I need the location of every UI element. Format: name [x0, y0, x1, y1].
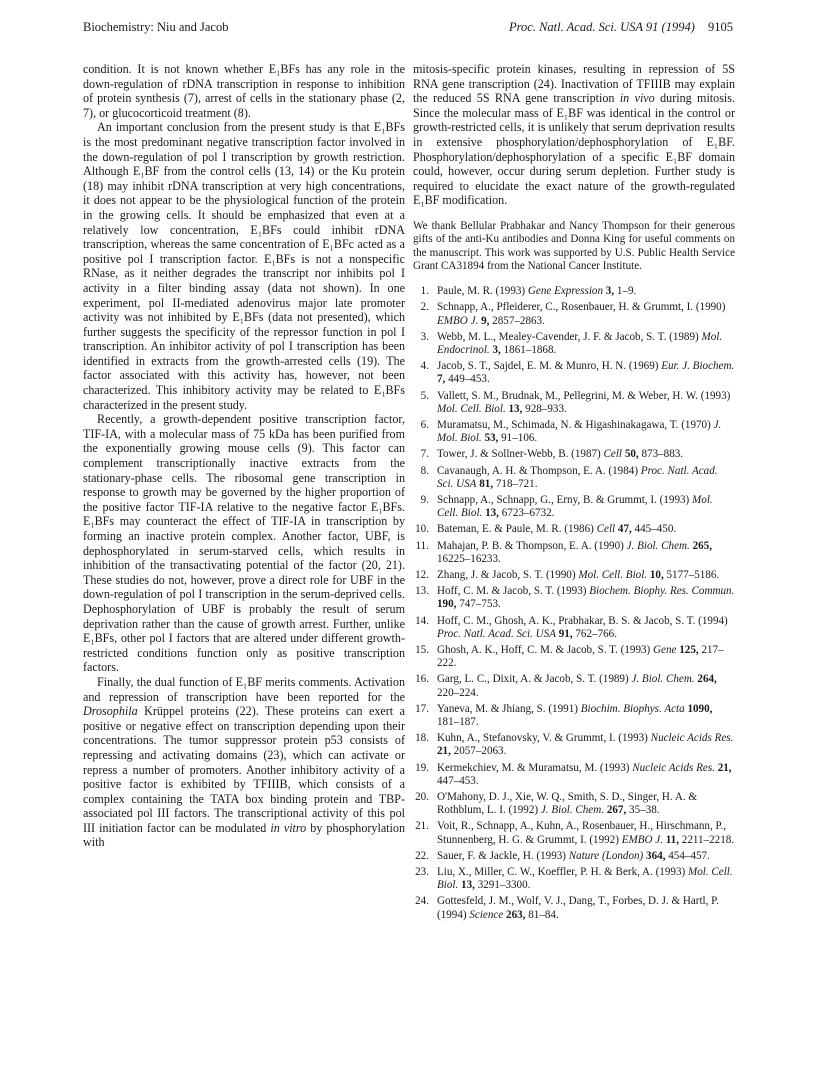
reference-item	[413, 895, 735, 921]
reference-item	[413, 390, 735, 416]
reference-volume: 1090,	[687, 702, 713, 715]
paragraph	[83, 675, 405, 850]
reference-journal: EMBO J.	[437, 314, 479, 327]
page-number: 9105	[708, 20, 733, 34]
reference-journal: Biochem. Biophy. Res. Commun.	[589, 585, 735, 598]
reference-volume: 265,	[692, 539, 712, 552]
reference-authors: Webb, M. L., Mealey-Cavender, J. F. & Jacob, S. T. (1989)	[437, 330, 699, 343]
reference-pages: 81–84.	[528, 908, 559, 921]
reference-journal: Nucleic Acids Res.	[632, 761, 715, 774]
reference-volume: 11,	[665, 833, 680, 846]
reference-number: 12.	[415, 568, 429, 581]
reference-journal: J. Biol. Chem.	[631, 673, 695, 686]
reference-volume: 13,	[508, 402, 523, 415]
header-journal-info	[509, 20, 733, 35]
reference-journal: Mol. Cell. Biol.	[578, 568, 648, 581]
reference-number: 1.	[420, 285, 429, 298]
reference-number: 19.	[415, 761, 429, 774]
reference-item	[413, 523, 735, 536]
reference-number: 6.	[420, 418, 429, 431]
reference-authors: Yaneva, M. & Jhiang, S. (1991)	[437, 702, 578, 715]
reference-item	[413, 494, 735, 520]
reference-authors: Gottesfeld, J. M., Wolf, V. J., Dang, T., Forbes, D. J. & Hartl, P. (1994)	[437, 895, 719, 921]
reference-item	[413, 569, 735, 582]
reference-authors: Vallett, S. M., Brudnak, M., Pellegrini, M. & Weber, H. W. (1993)	[437, 389, 731, 402]
reference-journal: J. Mol. Biol.	[437, 418, 722, 445]
reference-authors: Liu, X., Miller, C. W., Koeffler, P. H. & Berk, A. (1993)	[437, 866, 686, 879]
italic-text: in vitro	[270, 820, 307, 835]
reference-journal: Biochim. Biophys. Acta	[580, 702, 685, 715]
reference-pages: 718–721.	[495, 477, 538, 490]
reference-item	[413, 540, 735, 566]
reference-item	[413, 850, 735, 863]
reference-item	[413, 866, 735, 892]
reference-item	[413, 419, 735, 445]
reference-volume: 91,	[558, 627, 573, 640]
reference-item	[413, 465, 735, 491]
running-header	[83, 20, 733, 38]
reference-journal: Science	[469, 908, 504, 921]
reference-volume: 7,	[437, 373, 446, 386]
reference-pages: 762–766.	[575, 627, 617, 640]
reference-volume: 53,	[484, 432, 499, 445]
reference-authors: Kuhn, A., Stefanovsky, V. & Grummt, I. (1993)	[437, 732, 648, 745]
reference-pages: 35–38.	[629, 804, 660, 817]
reference-journal: Mol. Endocrinol.	[437, 330, 723, 356]
reference-authors: Cavanaugh, A. H. & Thompson, E. A. (1984)	[437, 464, 639, 477]
reference-volume: 9,	[481, 314, 490, 327]
reference-pages: 3291–3300.	[477, 879, 531, 892]
reference-pages: 1861–1868.	[503, 343, 557, 356]
reference-authors: O'Mahony, D. J., Xie, W. Q., Smith, S. D., Singer, H. A. & Rothblum, L. I. (1992)	[437, 791, 698, 817]
reference-number: 24.	[415, 895, 429, 908]
reference-journal: Gene Expression	[527, 285, 603, 298]
reference-item	[413, 791, 735, 817]
reference-authors: Bateman, E. & Paule, M. R. (1986)	[437, 523, 594, 536]
reference-authors: Garg, L. C., Dixit, A. & Jacob, S. T. (1989)	[437, 673, 629, 686]
reference-journal: Cell	[596, 523, 616, 536]
italic-text: in vivo	[619, 91, 655, 106]
reference-authors: Voit, R., Schnapp, A., Kuhn, A., Rosenbauer, H., Hirschmann, P., Stunnenberg, H. G. & Grummt, I. (1992)	[437, 820, 727, 846]
reference-volume: 125,	[679, 644, 699, 656]
reference-authors: Schnapp, A., Pfleiderer, C., Rosenbauer, H. & Grummt, I. (1990)	[437, 301, 726, 314]
reference-item	[413, 673, 735, 699]
reference-journal: Nucleic Acids Res.	[650, 732, 734, 745]
reference-number: 2.	[420, 301, 429, 314]
reference-item	[413, 360, 735, 386]
reference-number: 15.	[415, 644, 429, 656]
reference-authors: Schnapp, A., Schnapp, G., Erny, B. & Grummt, I. (1993)	[437, 493, 690, 506]
reference-authors: Hoff, C. M., Ghosh, A. K., Prabhakar, B. S. & Jacob, S. T. (1994)	[437, 614, 728, 627]
reference-pages: 449–453.	[448, 373, 490, 386]
reference-number: 21.	[415, 820, 429, 833]
reference-journal: Gene	[653, 644, 677, 656]
reference-number: 16.	[415, 673, 429, 686]
reference-authors: Zhang, J. & Jacob, S. T. (1990)	[437, 568, 576, 581]
reference-pages: 2211–2218.	[681, 833, 735, 846]
reference-volume: 190,	[437, 598, 457, 611]
reference-journal: Mol. Cell. Biol.	[437, 493, 713, 520]
reference-volume: 3,	[492, 343, 501, 356]
paragraph: condition. It is not known whether E₁BFs has any role in the down-regulation of rDNA transcription in response to inhibition of protein synthesis (7), arrest of cells in the stationary phase (2, 7), or glucocorticoid treatment (8).	[83, 62, 405, 120]
reference-authors: Sauer, F. & Jackle, H. (1993)	[437, 849, 566, 862]
reference-journal: Proc. Natl. Acad. Sci. USA	[437, 627, 556, 640]
reference-volume: 267,	[606, 804, 627, 817]
reference-pages: 928–933.	[525, 402, 567, 415]
reference-volume: 263,	[506, 908, 526, 921]
reference-number: 22.	[415, 849, 429, 862]
header-authors: Biochemistry: Niu and Jacob	[83, 20, 229, 34]
reference-number: 5.	[420, 389, 429, 402]
acknowledgment: We thank Bellular Prabhakar and Nancy Thompson for their generous gifts of the anti-Ku antibodies and Donna King for useful comments on the manuscript. This work was supported by U.S. Public Health Service Grant CA31894 from the National Cancer Institute.	[413, 219, 735, 272]
reference-number: 10.	[415, 523, 429, 536]
text-run: mitosis-specific protein kinases, resulting in repression of 5S RNA gene transcription (24). Inactivation of TFIIIB may explain the reduced 5S RNA gene transcription	[413, 62, 735, 106]
reference-journal: J. Biol. Chem.	[626, 539, 690, 552]
reference-volume: 3,	[605, 285, 615, 298]
reference-number: 23.	[415, 866, 429, 879]
reference-volume: 81,	[479, 477, 494, 490]
reference-item	[413, 301, 735, 327]
italic-text: Drosophila	[83, 704, 138, 719]
reference-number: 8.	[420, 464, 429, 477]
reference-pages: 445–450.	[634, 523, 677, 536]
header-journal: Proc. Natl. Acad. Sci. USA 91 (1994)	[509, 20, 695, 34]
reference-journal: Mol. Cell. Biol.	[437, 402, 506, 415]
reference-volume: 13,	[485, 507, 499, 520]
reference-number: 7.	[420, 448, 429, 461]
reference-pages: 447–453.	[437, 774, 479, 787]
reference-volume: 21,	[717, 761, 732, 774]
reference-item	[413, 762, 735, 788]
reference-pages: 181–187.	[437, 716, 479, 729]
reference-number: 14.	[415, 614, 429, 627]
reference-item	[413, 820, 735, 846]
text-run: Finally, the dual function of E₁BF merits comments. Activation and repression of transcription have been reported for the	[83, 674, 405, 704]
reference-pages: 91–106.	[501, 432, 538, 445]
reference-volume: 21,	[437, 745, 451, 758]
paragraph: Recently, a growth-dependent positive transcription factor, TIF-IA, with a molecular mass of 75 kDa has been purified from the exponentially growing mouse cells (9). This factor can complement transcriptionally inactive extracts from the stationary-phase cells. The ribosomal gene transcription in response to growth may be governed by the higher proportion of the positive factor TIF-IA relative to the negative factor E₁BFs. E₁BFs may counteract the effect of TIF-IA in transcription by forming an inactive protein complex. Another factor, UBF, is dephosphorylated in serum-starved cells, which results in inhibition of the transactivating potential of the factor (20, 21). These studies do not, however, prove a direct role for UBF in the down-regulation of pol I transcription in the serum-deprived cells. Dephosphorylation of UBF is probably the result of serum deprivation rather than the cause of growth arrest. Further, unlike E₁BFs, other pol I factors that are altered under different growth-restricted conditions function only as positive transcription factors.	[83, 412, 405, 675]
reference-journal: Eur. J. Biochem.	[661, 360, 735, 373]
reference-authors: Jacob, S. T., Sajdel, E. M. & Munro, H. N. (1969)	[437, 360, 659, 373]
reference-authors: Hoff, C. M. & Jacob, S. T. (1993)	[437, 585, 587, 598]
reference-authors: Kermekchiev, M. & Muramatsu, M. (1993)	[437, 761, 630, 774]
text-run: during mitosis. Since the molecular mass of E₁BF was identical in the control or growth-restricted cells, it is unlikely that serum deprivation results in extensive phosphorylation/dephosphorylation of E₁BF. Phosphorylation/dephosphorylation of a specific E₁BF domain could, however, occur during serum depletion. Further study is required to elucidate the exact nature of the growth-regulated E₁BF modification.	[413, 91, 736, 208]
reference-volume: 13,	[461, 879, 475, 892]
left-column	[83, 62, 405, 850]
reference-number: 13.	[415, 585, 429, 598]
reference-journal: Mol. Cell. Biol.	[437, 866, 733, 892]
reference-number: 18.	[415, 732, 429, 745]
reference-authors: Paule, M. R. (1993)	[437, 285, 526, 298]
reference-item	[413, 585, 735, 611]
paragraph	[413, 62, 735, 208]
reference-pages: 747–753.	[459, 598, 501, 611]
reference-pages: 16225–16233.	[437, 552, 501, 565]
reference-pages: 2857–2863.	[492, 314, 545, 327]
reference-number: 17.	[415, 702, 429, 715]
text-run: Krüppel proteins (22). These proteins can exert a positive or negative effect on transcription depending upon their concentrations. The tumor suppressor protein p53 consists of repressing and activating domains (23), which can activate or repress a number of promoters. Another inhibitory activity of a positive factor is exhibited by TFIIIB, which consists of a complex containing the TATA box binding protein and TBP-associated pol III factors. The transcriptional activity of this pol III initiation factor can be modulated	[83, 704, 405, 835]
reference-authors: Tower, J. & Sollner-Webb, B. (1987)	[437, 448, 601, 461]
reference-authors: Ghosh, A. K., Hoff, C. M. & Jacob, S. T. (1993)	[437, 644, 651, 656]
reference-number: 4.	[420, 360, 429, 373]
reference-number: 11.	[415, 539, 429, 552]
reference-journal: Proc. Natl. Acad. Sci. USA	[437, 464, 718, 490]
reference-pages: 6723–6732.	[501, 507, 555, 520]
reference-volume: 364,	[646, 849, 666, 862]
reference-pages: 5177–5186.	[666, 568, 720, 581]
right-column	[413, 62, 735, 925]
reference-number: 20.	[415, 791, 429, 804]
reference-item	[413, 285, 735, 298]
reference-item	[413, 615, 735, 641]
reference-journal: Nature (London)	[568, 849, 644, 862]
reference-pages: 1–9.	[616, 285, 637, 298]
reference-journal: Cell	[603, 448, 623, 461]
reference-item	[413, 644, 735, 670]
reference-authors: Mahajan, P. B. & Thompson, E. A. (1990)	[437, 539, 624, 552]
reference-pages: 2057–2063.	[453, 745, 507, 758]
paragraph: An important conclusion from the present study is that E₁BFs is the most predominant negative transcription factor involved in the down-regulation of pol I transcription by growth restriction. Although E₁BF from the control cells (13, 14) or the Ku protein (18) may inhibit rDNA transcription at very high concentrations, it does not appear to be the physiological function of the protein in the growing cells. It should be emphasized that even at a relatively low concentration, E₁BFs could inhibit rDNA transcription, whereas the same concentration of E₁BFc acted as a positive pol I transcription factor. E₁BFs is not a nonspecific RNase, as it neither degrades the transcript nor inhibits pol I activity in a filter binding assay (data not shown). In one experiment, pol II-mediated adenovirus major late promoter activity was not inhibited by E₁BFs (data not presented), which further suggests the specificity of the repressor function in pol I transcription. An inhibitor activity of pol I transcription has been identified in extracts from the growth-arrested cells (19). The factor associated with this activity has, however, not been characterized. This inhibitory activity may be related to E₁BFs characterized in the present study.	[83, 120, 405, 412]
reference-volume: 50,	[624, 448, 639, 461]
reference-item	[413, 732, 735, 758]
spacer	[413, 208, 735, 220]
reference-pages: 454–457.	[668, 849, 710, 862]
reference-journal: EMBO J.	[621, 833, 663, 846]
reference-journal: J. Biol. Chem.	[540, 804, 605, 817]
reference-item	[413, 331, 735, 357]
reference-pages: 220–224.	[437, 686, 479, 699]
text-run: by phosphorylation with	[83, 820, 405, 850]
reference-volume: 264,	[697, 673, 717, 686]
reference-authors: Muramatsu, M., Schimada, N. & Higashinakagawa, T. (1970)	[437, 418, 711, 431]
reference-number: 9.	[420, 493, 429, 506]
reference-number: 3.	[420, 330, 429, 343]
reference-item	[413, 703, 735, 729]
reference-list	[413, 285, 735, 922]
reference-pages: 217–222.	[437, 644, 724, 670]
reference-volume: 47,	[617, 523, 632, 536]
reference-volume: 10,	[649, 568, 664, 581]
reference-pages: 873–883.	[641, 448, 684, 461]
reference-item	[413, 448, 735, 461]
